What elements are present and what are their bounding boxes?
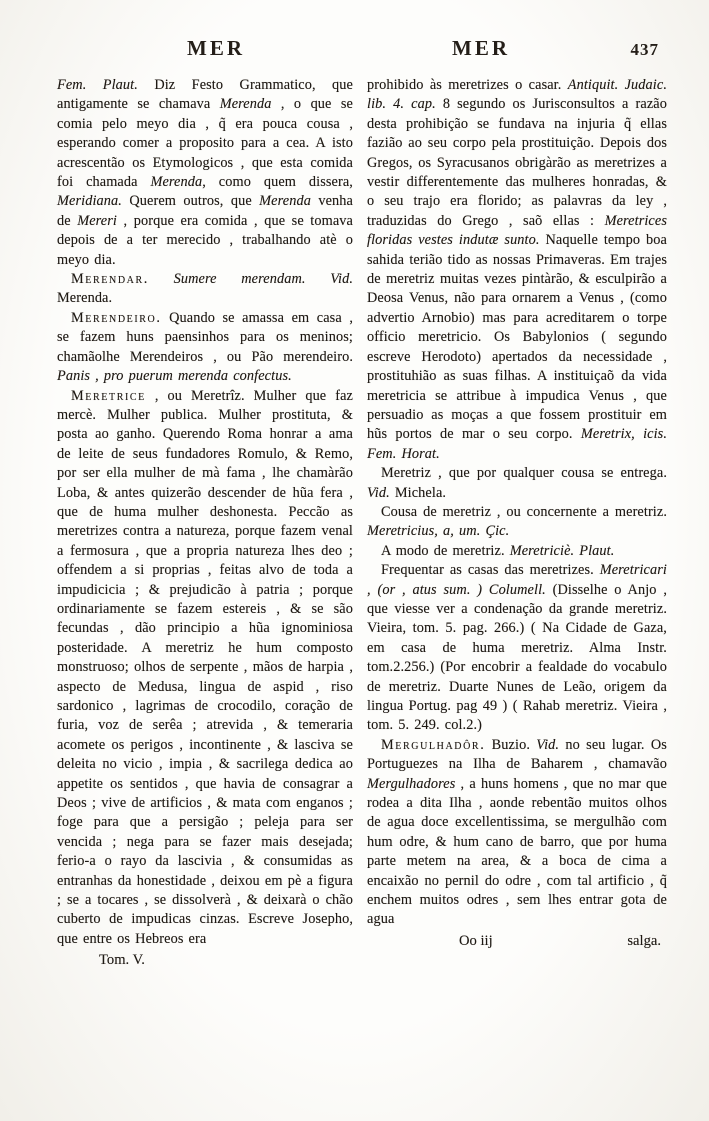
body-text: , como quem dissera, [202,174,353,191]
entry-paragraph-merendar [57,270,353,309]
italic-text: Meretricius, a, um. Çic. [367,523,510,540]
headword-text: Meretrice [71,387,146,404]
entry-paragraph-merendeiro [57,309,353,387]
running-title-right: MER [452,36,510,60]
body-text: prohibido às meretrizes o casar. [367,77,568,93]
body-text: , porque era comida , que se tomava depois de a ter merecido , trabalhando atè o meyo dia. [57,212,353,268]
body-text: Diz Festo Grammatico, que antigamente se chamava [57,77,353,113]
body-text: no seu lugar. Os Portuguezes na Ilha de Baharem , chamavão [367,736,667,773]
entry-paragraph-meretriz-michela [367,464,667,503]
body-text: 8 segundo os Jurisconsultos a razão desta prohibição se fundava na injuria q̃ ellas fazião ao seu corpo pela prostituição. Depois dos Gregos, os Syracusanos obrigàrão as meretrizes a vestir differentemente das mulheres honradas, & o seu trajo era florido; as palavras da ley , traduzidas do Grego , saõ ellas : [367,96,667,229]
body-text: Meretriz , que por qualquer cousa se entrega. [381,465,667,482]
body-text: , o que se comia pelo meyo dia , q̃ era pouca cousa , esperando comer a proposito para a cea. A isto acrescentão os Etymologicos , que esta comida foi chamada [57,96,353,191]
italic-text: Meretrices floridas vestes indutæ sunto. [367,212,667,249]
entry-paragraph-mergulhador [367,736,667,930]
tome-line [57,950,353,970]
body-text: Frequentar as casas das meretrizes. [381,562,600,579]
body-text: (Disselhe o Anjo , que viesse ver a condenação da grande meretriz. Vieira, tom. 5. pag. 266.) ( Na Cidade de Gaza, em casa de huma meretriz. Alma Instr. tom.2.256.) (Por encobrir a fealdade do vocabulo de meretriz. Duarte Nunes de Leão, origem da lingua Portug. pag 49 ) ( Rahab meretriz. Vieira , tom. 5. 249. col.2.) [367,581,667,734]
italic-text: Fem. Plaut. [57,77,138,93]
body-text: Michela. [389,484,447,501]
body-text [149,271,174,287]
entry-paragraph-a-modo-de-meretriz [367,542,667,561]
italic-text: Vid. [536,736,560,753]
italic-text: Meretrix, icis. Fem. Horat. [367,426,668,462]
right-column [367,76,667,970]
headword-text: Merendeiro. [71,309,162,326]
body-text: , a huns homens , que no mar que rodea a dita Ilha , aonde rebentão muitos olhos de agua doce excellentissima, se mergulhão com hum odre, & hum cano de barro, que por huma parte metem na area, & a boca de cima a encaixão no pernil do odre , com tal artificio , q̃ enchem muitos odres , sem lhes entrar gota de agua [367,775,667,928]
body-text: , ou Meretrîz. Mulher que faz mercè. Mulher publica. Mulher prostituta, & posta ao ganho. Querendo Roma honrar a ama de leite de seus fundadores Romulo, & Remo, por ser ella mulher de mà fama , lhe chamàrão Loba, & antes quizerão descender de hũa fera , que de huma mulher deshonesta. Peccão as meretrizes contra a natureza, porque fazem venal a fermosura , que a propria natureza lhes deo ; offendem a si proprias , feitas alvo de toda a impudicicia ; & prejudicão à patria ; porque ordinariamente se fazem estereis , & se são fecundas , dão principio a hũa ignominiosa posteridade. A meretriz he hum composto monstruoso; olhos de serpente , mãos de harpia , aspecto de Medusa, lingua de aspid , riso sardonico , lagrimas de crocodilo, coração de furia, voz de serêa ; atrevida , & temeraria acomete os perigos , incontinente , & lasciva se deleita no vicio , impia , & sacrilega dedica ao appetite os sentidos , que havia de consagrar a Deos ; vive de artificios , & mata com enganos ; foge para que a persigão ; peleja para ser vencida ; nega para se fazer mais desejada; ferio-a o rayo da lascivia , & consumidas as entranhas da honestidade , deixou em pè a figura ; se a tocares , se dissolverà , & deixarà o chão cuberto de impudicas cinzas. Escreve Josepho, que entre os Hebreos era [57,387,353,947]
headword-text: Mergulhadôr. [381,736,486,753]
body-text: venha de [57,193,353,229]
catchword: salga. [627,932,661,949]
italic-text: Vid. [367,484,390,501]
italic-text: Merenda [259,193,311,210]
body-text: Cousa de meretriz , ou concernente a meretriz. [381,503,667,520]
signature-line [367,931,667,951]
italic-text: Antiquit. Judaic. lib. 4. cap. [367,77,667,113]
page-number: 437 [630,40,659,59]
entry-paragraph-meretrice [57,387,353,950]
body-text: Quando se amassa em casa , se fazem huns paensinhos para os meninos; chamãolhe Merendeiros , ou Pão merendeiro. [57,309,353,365]
signature-mark: Oo iij [459,932,493,949]
left-column [57,76,353,970]
italic-text: Mereri [77,212,117,229]
entry-paragraph-meretrice-continuation [367,76,667,464]
body-text: Buzio. [485,736,537,753]
page-header [57,36,667,66]
italic-text: Meretriciè. Plaut. [509,542,615,559]
body-text: Naquelle tempo boa sahida terião tido as nossas Primaveras. Em trajes de meretriz muitas vezes pintàrão, & esculpirão a Deosa Venus, não para ornarem a Venus , (como advertio Arnobio) mas para acreditarem o torpe officio meretricio. Os Babylonios ( segundo escreve Herodoto) apertados da necessidade , prostituhião as suas filhas. A instituiçaõ da vida meretricia se attribue à impudica Venus , que persuadio as moças a que fossem prostituir em hũs portos de mar o seu corpo. [367,232,667,443]
running-title-left: MER [187,36,245,60]
italic-text: Mergulhadores [367,775,456,792]
italic-text: Panis , pro puerum merenda confectus. [57,368,292,385]
italic-text: Meridiana. [57,193,122,210]
italic-text: Merenda [219,96,272,113]
body-text: Querem outros, que [121,193,260,210]
entry-paragraph-cousa-de-meretriz [367,503,667,542]
headword-text: Merendar. [71,271,149,288]
body-text: A modo de meretriz. [381,542,510,559]
entry-paragraph-frequentar [367,561,667,736]
italic-text: Merenda [150,174,203,191]
text-columns [57,76,667,970]
body-text: Merenda. [57,290,113,307]
italic-text: Meretricari , (or , atus sum. ) Columell. [367,562,667,598]
tome-label: Tom. V. [99,952,145,969]
italic-text: Sumere merendam. Vid. [173,271,354,288]
entry-paragraph-merenda-continuation [57,76,353,270]
